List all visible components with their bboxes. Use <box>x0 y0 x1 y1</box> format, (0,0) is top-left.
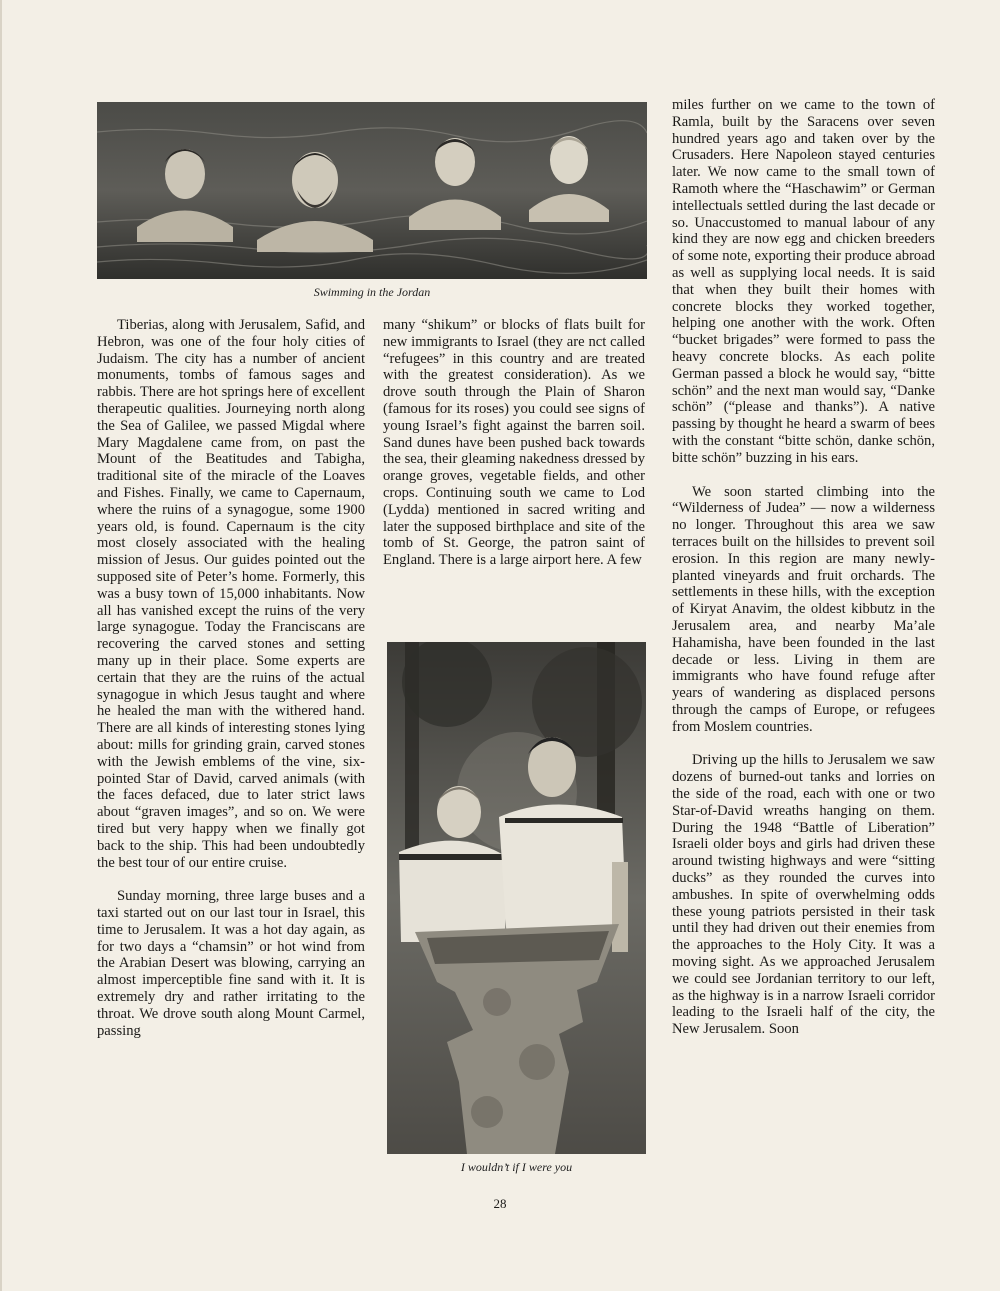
paragraph: We soon started climbing into the “Wilderness of Judea” — now a wilderness no longer. Throughout this area we saw terraces built on the hillsides to prevent soil erosion. In this region are many newly-planted vineyards and fruit orchards. The settlements in these hills, with the exception of Kiryat Anavim, the oldest kibbutz in the Jerusalem area, and nearby Ma’ale Hahamisha, have been founded in the last decade or less. Living in them are immigrants who have found refuge after years of wandering as displaced persons through the camps of Europe, or refugees from Moslem countries. <box>672 483 935 735</box>
paragraph: Tiberias, along with Jerusalem, Safid, and Hebron, was one of the four holy cities of Judaism. The city has a number of ancient monuments, tombs of famous sages and rabbis. There are hot springs here of excellent therapeutic qualities. Journeying north along the Sea of Galilee, we passed Migdal where Mary Magdalene came from, on past the Mount of the Beatitudes and Tabigha, traditional site of the miracle of the Loaves and Fishes. Finally, we came to Capernaum, where the ruins of a synagogue, some 1900 years old, is found. Capernaum is the city most closely associated with the healing mission of Jesus. Our guides pointed out the supposed site of Peter’s home. Formerly, this was a busy town of 15,000 inhabitants. Now all has vanished except the ruins of the very large synagogue. Today the Franciscans are recovering the carved stones and setting many up in their place. Some experts are certain that they are the ruins of the actual synagogue in which Jesus taught and where he healed the man with the withered hand. There are all kinds of interesting stones lying about: mills for grinding grain, carved stones with the Jewish emblems of the vine, six-pointed Star of David, carved animals (with the faces defaced, due to later strict laws about “graven images”, and so on. We were tired but very happy when we finally got back to the ship. This had been undoubtedly the best tour of our entire cruise. <box>97 317 365 871</box>
text-column-2 <box>383 317 645 569</box>
photo-mortar <box>387 642 646 1154</box>
two-sailors-stone-mortar-photo-icon <box>387 642 646 1154</box>
paragraph: miles further on we came to the town of Ramla, built by the Saracens over seven hundred years ago and taken over by the Crusaders. Here Napoleon stayed centuries later. We now came to the small town of Ramoth where the “Haschawim” or German intellectuals settled during the last decade or so. Unaccustomed to manual labour of any kind they are now egg and chicken breeders of some note, exporting their produce abroad as well as supplying local needs. It is said that when they built their homes with concrete blocks they worked together, helping one another with the work. Often “bucket brigades” were formed to pass the heavy concrete blocks. As each polite German passed a block he would say, “bitte schön” and the next man would say, “Danke schön” (“please and thanks”). A native passing by thought he heard a swarm of bees with the constant “bitte schön, danke schön, bitte schön” buzzing in his ears. <box>672 97 936 466</box>
photo-swimming <box>97 102 647 279</box>
paragraph: Sunday morning, three large buses and a taxi started out on our last tour in Israel, this time to Jerusalem. It was a hot day again, as for two days a “chamsin” or hot wind from the Arabian Desert was blowing, carrying an almost imperceptible fine sand with it. It is extremely dry and rather irritating to the throat. We drove south along Mount Carmel, passing <box>97 888 365 1039</box>
page-number: 28 <box>493 1196 507 1211</box>
paragraph: many “shikum” or blocks of flats built for new immigrants to Israel (they are nct called “refugees” in this country and are treated with the greatest consideration). As we drove south through the Plain of Sharon (famous for its roses) you could see signs of young Israel’s fight against the barren soil. Sand dunes have been pushed back towards the sea, their gleaming nakedness dressed by orange groves, vegetable fields, and other crops. Continuing south we came to Lod (Lydda) mentioned in sacred writing and later the supposed birthplace and site of the tomb of St. George, the patron saint of England. There is a large airport here. A few <box>383 317 645 569</box>
four-swimmers-photo-icon <box>97 102 647 279</box>
paragraph: Driving up the hills to Jerusalem we saw dozens of burned-out tanks and lorries on the side of the road, each with one or two Star-of-David wreaths hanging on them. During the 1948 “Battle of Liberation” Israeli older boys and girls had driven these around twisting highways and were “sitting ducks” as they rounded the curves into ambushes. In spite of overwhelming odds these young patriots persisted in their task until they had driven out their enemies from the approaches to the Holy City. It was a moving sight. As we approached Jerusalem we could see Jordanian territory to our left, as the highway is in a narrow Israeli corridor leading to the Israeli half of the city, the New Jerusalem. Soon <box>672 752 935 1038</box>
text-column-3 <box>672 97 935 1038</box>
text-column-1 <box>97 317 365 1039</box>
caption-swimming: Swimming in the Jordan <box>313 285 431 299</box>
caption-mortar: I wouldn’t if I were you <box>460 1160 573 1174</box>
